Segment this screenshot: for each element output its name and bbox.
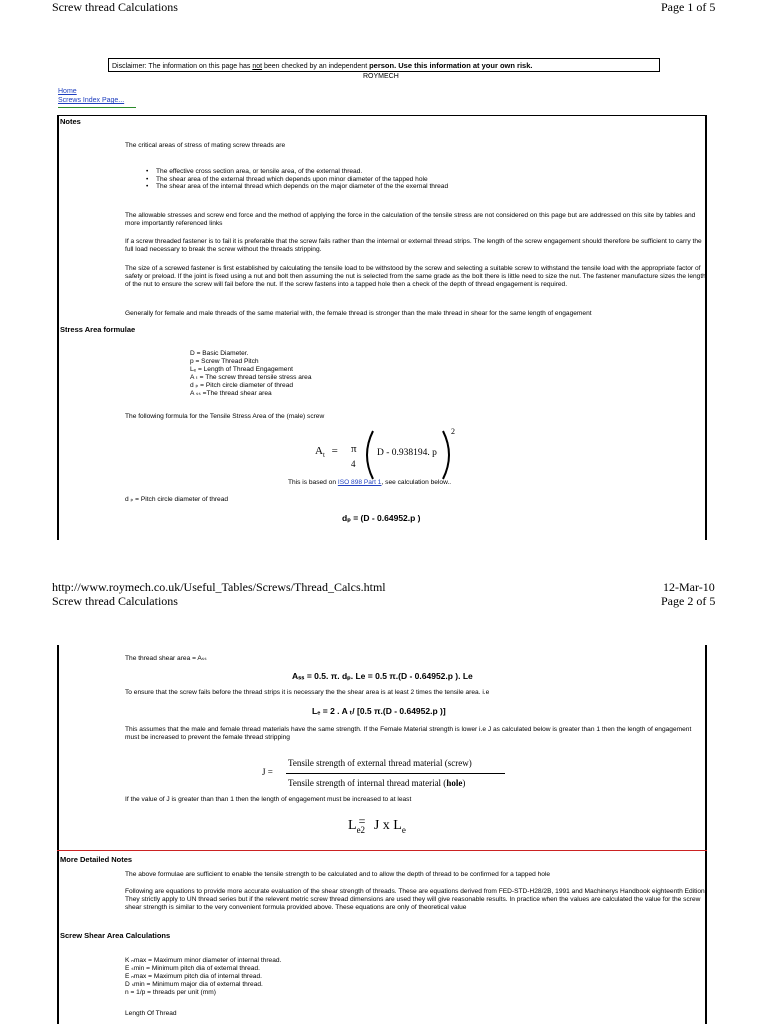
stress-area-title: Stress Area formulae — [60, 325, 136, 334]
paragraph-screw-failure: If a screw threaded fastener is to fail it is preferable that the screw fails rather than the internal or external thread strips. The length of the screw engagement should therefore be sufficient to carry the full load necessary to break the screw without the threads stripping. — [125, 238, 702, 253]
definition-item: A ₛₛ =The thread shear area — [190, 390, 272, 397]
definition-item: D = Basic Diameter. — [190, 350, 249, 357]
print-date: 12-Mar-10 — [663, 580, 715, 594]
paragraph-fastener-size: The size of a screwed fastener is first established by calculating the tensile load to be withstood by the screw and selecting a suitable screw to withstand the tensile load with the appropriate factor of safety or preload. If the joint is fixed using a nut and bolt then assuming the nut is selected from the same grade as the bolt there is little need to size the nut. The fastener manufacture sizes the length of the nut to ensure the screw will fail before the nut. If the screw fastens into a tapped hole then a check of the depth of thread engagement is required. — [125, 265, 706, 288]
j-numerator: Tensile strength of external thread material (screw) — [288, 758, 472, 768]
definition-item: D ₛmin = Minimum major dia of external thread. — [125, 981, 263, 988]
notes-title: Notes — [60, 117, 81, 126]
paragraph-allowable-stresses: The allowable stresses and screw end force and the method of applying the force in the calculation of the tensile stress are not considered on this page but are addressed on this site by tables and more importantly referenced links — [125, 212, 696, 227]
home-link[interactable]: Home — [58, 88, 77, 95]
formula-denominator: 4 — [351, 459, 356, 469]
disclaimer-bold: person. Use this information at your own risk. — [369, 61, 533, 70]
disclaimer-not: not — [252, 63, 263, 70]
page1-number: Page 1 of 5 — [661, 0, 716, 14]
assumption-paragraph: This assumes that the male and female thread materials have the same strength. If the Female Material strength is lower i.e J as calculated below is greater than 1 then the length of engagement must be increased to prevent the female thread stripping — [125, 726, 692, 741]
le2-symbol: L — [348, 818, 357, 833]
j-denominator-text: Tensile strength of internal thread material ( — [288, 778, 447, 788]
formula-pi: π — [351, 443, 357, 455]
j-denominator-hole: hole — [446, 778, 463, 788]
definition-item: p = Screw Thread Pitch — [190, 358, 259, 365]
formula-at-lhs — [315, 445, 338, 459]
formula-at-symbol: A — [315, 445, 323, 457]
more-detailed-notes-title: More Detailed Notes — [60, 855, 133, 864]
brand-label: ROYMECH — [363, 73, 399, 80]
definition-item: E ₛmin = Minimum pitch dia of external thread. — [125, 965, 260, 972]
disclaimer-text-b: been checked by an independent — [262, 63, 370, 70]
j-denominator — [288, 778, 465, 788]
thread-shear-label: The thread shear area = Aₛₛ — [125, 655, 207, 662]
symbol-definitions — [190, 350, 312, 398]
tensile-formula-intro: The following formula for the Tensile Stress Area of the (male) screw — [125, 413, 325, 420]
more-notes-paragraph-1: The above formulae are sufficient to enable the tensile strength to be calculated and to allow the depth of thread to be confirmed for a tapped hole — [125, 871, 551, 878]
formula-exponent: 2 — [451, 427, 455, 436]
definition-item: A ₜ = The screw thread tensile stress area — [190, 374, 312, 381]
screws-index-link[interactable]: Screws Index Page... — [58, 97, 125, 104]
le2-subscript: e2 — [356, 824, 366, 835]
engagement-length-formula: Lₑ = 2 . A ₜ/ [0.5 π.(D - 0.64952.p )] — [312, 706, 446, 716]
list-item: • The effective cross section area, or tensile area, of the external thread. — [144, 168, 684, 176]
critical-areas-list — [144, 168, 684, 191]
critical-areas-intro: The critical areas of stress of mating screw threads are — [125, 142, 286, 149]
j-lhs: J = — [262, 767, 273, 777]
definition-item: n = 1/p = threads per unit (mm) — [125, 989, 216, 996]
page2-title: Screw thread Calculations — [52, 594, 178, 608]
formula-inner-expression: D - 0.938194. p — [377, 448, 437, 458]
page2-number: Page 2 of 5 — [661, 594, 716, 608]
definition-item: K ₙmax = Maximum minor diameter of internal thread. — [125, 957, 282, 964]
pitch-diameter-formula: dₚ = (D - 0.64952.p ) — [342, 513, 421, 523]
definition-item: d ₚ = Pitch circle diameter of thread — [190, 382, 294, 389]
shear-area-formula: Aₛₛ = 0.5. π. dₚ. Le = 0.5 π.(D - 0.64952.p ). Le — [292, 671, 473, 681]
j-condition-text: If the value of J is greater than than 1 then the length of engagement must be increased to at least — [125, 796, 412, 803]
length-of-thread-label: Length Of Thread — [125, 1010, 177, 1017]
iso-898-link[interactable]: ISO 898 Part 1 — [337, 479, 382, 486]
le2-equals: = — [358, 814, 366, 828]
j-fraction-bar — [286, 773, 505, 774]
iso-reference — [288, 479, 451, 487]
iso-reference-text-b: , see calculation below.. — [381, 479, 452, 486]
page1-title: Screw thread Calculations — [52, 0, 178, 14]
list-item: • The shear area of the external thread which depends upon minor diameter of the tapped hole — [144, 176, 684, 184]
formula-at-equals: = — [331, 445, 338, 457]
le2-formula — [348, 814, 406, 835]
paragraph-female-thread: Generally for female and male threads of the same material with, the female thread is stronger than the male thread in shear for the same length of engagement — [125, 310, 592, 317]
iso-reference-text-a: This is based on — [288, 479, 338, 486]
link-underline-divider — [58, 107, 136, 108]
definition-item: Lₑ = Length of Thread Engagement — [190, 366, 293, 373]
le2-rhs-subscript: e — [401, 824, 406, 835]
section-divider-red — [57, 850, 707, 851]
page-url: http://www.roymech.co.uk/Useful_Tables/Screws/Thread_Calcs.html — [52, 580, 386, 594]
pitch-circle-label: d ₚ = Pitch circle diameter of thread — [125, 496, 229, 503]
definition-item: E ₙmax = Maximum pitch dia of internal thread. — [125, 973, 262, 980]
le2-rhs: J x L — [373, 818, 402, 833]
j-denominator-close: ) — [462, 778, 466, 788]
disclaimer-box — [108, 58, 660, 72]
screw-shear-calc-title: Screw Shear Area Calculations — [60, 931, 171, 940]
shear-symbol-definitions — [125, 957, 281, 997]
ensure-text: To ensure that the screw fails before the thread strips it is necessary the the shear area is at least 2 times the tensile area. i.e — [125, 689, 490, 696]
formula-at-subscript: t — [322, 451, 325, 460]
more-notes-paragraph-2: Following are equations to provide more accurate evaluation of the shear strength of threads. These are equations derived from FED-STD-H28/2B, 1991 and Machinerys Handbook eighteenth Edition. They strictly apply to UN thread series but if the relevent metric screw thread dimensions are used they will give reasonable results. In practice when the values are calculated the value for the screw shear strength is similar to the very convenient formula provided above. These equations are only of theoretical value — [125, 888, 707, 911]
disclaimer-text-a: Disclaimer: The information on this page has — [112, 63, 253, 70]
list-item: • The shear area of the internal thread which depends on the major diameter of the the exernal thread — [144, 183, 684, 191]
